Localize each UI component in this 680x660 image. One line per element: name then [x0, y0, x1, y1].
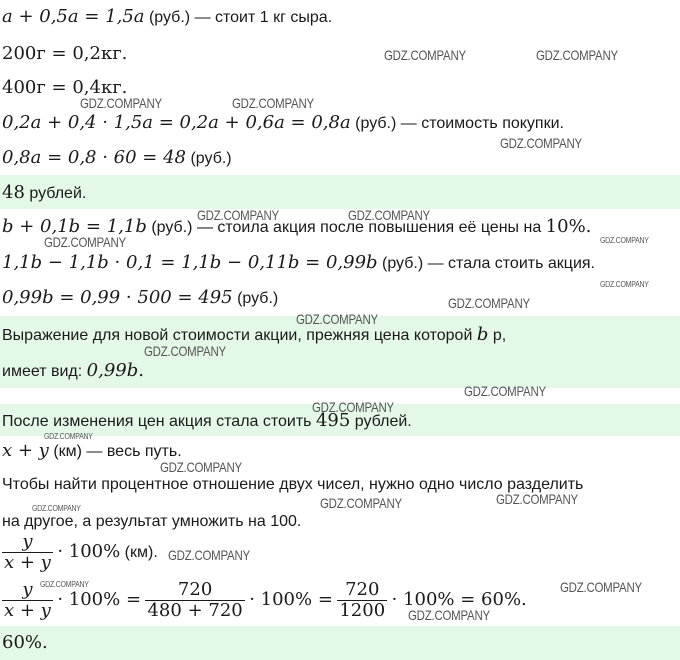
- math-expression: a + 0,5a = 1,5a: [2, 6, 145, 27]
- math-variable: b: [476, 324, 489, 345]
- solution-line-1: [2, 7, 332, 28]
- line-text: (руб.): [237, 290, 279, 307]
- fraction-numerator: y: [2, 532, 53, 553]
- math-expression: 400г = 0,4кг.: [2, 77, 128, 98]
- watermark: GDZ.COMPANY: [496, 491, 578, 507]
- watermark: GDZ.COMPANY: [168, 547, 250, 563]
- solution-line-13: [2, 512, 301, 532]
- watermark: GDZ.COMPANY: [600, 235, 649, 245]
- watermark: GDZ.COMPANY: [384, 47, 466, 63]
- line-text: (руб.) — стоимость покупки.: [355, 115, 564, 132]
- fraction: [2, 532, 53, 573]
- line-text: (руб.) — стоит 1 кг сыра.: [148, 9, 333, 26]
- watermark: GDZ.COMPANY: [197, 207, 279, 223]
- watermark: GDZ.COMPANY: [320, 495, 402, 511]
- fraction-numerator: y: [2, 580, 53, 601]
- watermark: GDZ.COMPANY: [348, 207, 430, 223]
- watermark: GDZ.COMPANY: [560, 579, 642, 595]
- answer-text: Выражение для новой стоимости акции, прежняя цена которой: [2, 327, 473, 344]
- answer-block-1: [0, 175, 680, 209]
- fraction-numerator: 720: [337, 580, 387, 601]
- solution-line-2: [2, 44, 127, 65]
- watermark: GDZ.COMPANY: [160, 459, 242, 475]
- watermark: GDZ.COMPANY: [600, 279, 649, 289]
- fraction-denominator: 480 + 720: [147, 600, 243, 622]
- watermark: GDZ.COMPANY: [448, 295, 530, 311]
- answer-text: р,: [492, 327, 507, 344]
- solution-line-5: [2, 148, 232, 169]
- math-expression: 1,1b − 1,1b · 0,1 = 1,1b − 0,11b = 0,99b: [2, 252, 378, 273]
- watermark: GDZ.COMPANY: [144, 343, 226, 359]
- watermark: GDZ.COMPANY: [408, 607, 490, 623]
- watermark: GDZ.COMPANY: [536, 47, 618, 63]
- fraction-denominator: 1200: [339, 600, 386, 622]
- watermark: GDZ.COMPANY: [40, 579, 89, 589]
- solution-line-14: [2, 530, 158, 575]
- watermark: GDZ.COMPANY: [232, 95, 314, 111]
- fraction-numerator: 720: [145, 580, 244, 601]
- fraction: [145, 580, 244, 621]
- line-text: (км) — весь путь.: [53, 443, 182, 460]
- fraction: [337, 580, 387, 621]
- fraction-denominator: x + y: [4, 600, 51, 622]
- watermark: GDZ.COMPANY: [80, 95, 162, 111]
- line-text: Чтобы найти процентное отношение двух чисел, нужно одно число разделить: [2, 476, 584, 493]
- answer-text: рублей.: [29, 185, 87, 202]
- percent-value: 10%.: [545, 216, 592, 237]
- math-expression: 0,8a = 0,8 · 60 = 48: [2, 147, 187, 168]
- answer-text: После изменения цен акция стала стоить: [2, 413, 312, 430]
- watermark: GDZ.COMPANY: [500, 135, 582, 151]
- line-text: (км).: [124, 544, 158, 561]
- answer-value: 0,99b.: [86, 360, 144, 381]
- answer-block-4: [0, 626, 680, 660]
- solution-line-11: [2, 441, 182, 462]
- math-expression: · 100% =: [249, 589, 333, 610]
- watermark: GDZ.COMPANY: [44, 234, 126, 250]
- watermark: GDZ.COMPANY: [312, 399, 394, 415]
- math-expression: · 100% =: [57, 589, 142, 610]
- answer-text: рублей.: [354, 413, 412, 430]
- watermark: GDZ.COMPANY: [464, 383, 546, 399]
- answer-text: имеет вид:: [2, 363, 83, 380]
- fraction-denominator: x + y: [4, 552, 51, 574]
- answer-value: 48: [2, 182, 25, 203]
- math-expression: b + 0,1b = 1,1b: [2, 216, 147, 237]
- watermark: GDZ.COMPANY: [44, 431, 93, 441]
- line-text: (руб.) — стала стоить акция.: [382, 255, 595, 272]
- math-expression: · 100% = 60%.: [391, 589, 527, 610]
- solution-line-8: [2, 253, 595, 274]
- solution-line-4: [2, 113, 564, 134]
- solution-line-9: [2, 288, 278, 309]
- math-expression: x + y: [2, 440, 49, 461]
- line-text: (руб.) — стоила акция после повышения её цены на: [151, 219, 542, 236]
- line-text: (руб.): [190, 150, 232, 167]
- math-expression: 0,99b = 0,99 · 500 = 495: [2, 287, 233, 308]
- watermark: GDZ.COMPANY: [296, 311, 378, 327]
- math-expression: 200г = 0,2кг.: [2, 43, 128, 64]
- answer-value: 495: [315, 410, 351, 431]
- math-expression: · 100%: [57, 541, 121, 562]
- line-text: на другое, а результат умножить на 100.: [2, 513, 302, 530]
- answer-value: 60%.: [2, 632, 48, 653]
- watermark: GDZ.COMPANY: [32, 503, 81, 513]
- math-expression: 0,2a + 0,4 · 1,5a = 0,2a + 0,6a = 0,8a: [2, 112, 351, 133]
